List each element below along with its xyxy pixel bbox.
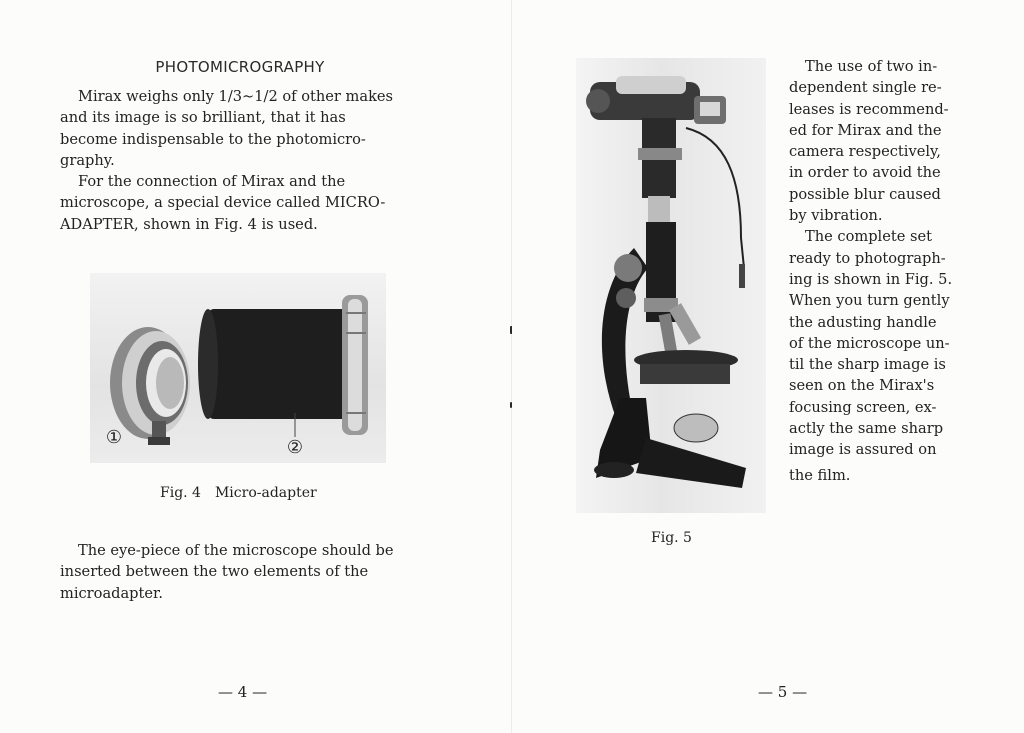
text-line: dependent single re- bbox=[789, 79, 942, 97]
figure-5-caption: Fig. 5 bbox=[651, 530, 692, 546]
release-paragraph bbox=[789, 56, 964, 486]
micro-adapter-photo bbox=[90, 273, 386, 463]
text-line: and its image is so brilliant, that it has bbox=[60, 109, 346, 127]
page-number-4: — 4 — bbox=[218, 683, 268, 701]
text-line: actly the same sharp bbox=[789, 420, 944, 438]
text-line: the adusting handle bbox=[789, 313, 937, 331]
text-line: til the sharp image is bbox=[789, 356, 946, 374]
figure-4-caption bbox=[160, 485, 317, 501]
text-line: possible blur caused bbox=[789, 185, 941, 203]
microscope-set-photo bbox=[576, 58, 766, 513]
text-line: Mirax weighs only 1/3∼1/2 of other makes bbox=[78, 88, 394, 105]
text-line: For the connection of Mirax and the bbox=[78, 173, 346, 191]
eyepiece-paragraph bbox=[60, 540, 420, 604]
text-line: microadapter. bbox=[60, 584, 164, 602]
text-line: ready to photograph- bbox=[789, 249, 946, 267]
text-line: of the microscope un- bbox=[789, 334, 950, 352]
text-line: the film. bbox=[789, 466, 851, 484]
text-line: The complete set bbox=[805, 228, 932, 246]
text-line: focusing screen, ex- bbox=[789, 398, 937, 416]
adapter-tube-illustration bbox=[198, 295, 368, 435]
intro-paragraph bbox=[60, 86, 420, 235]
text-line: The use of two in- bbox=[805, 58, 938, 75]
text-line: microscope, a special device called MICRO- bbox=[60, 194, 386, 212]
text-line: graphy. bbox=[60, 151, 115, 169]
text-line: by vibration. bbox=[789, 207, 883, 225]
text-line: ing is shown in Fig. 5. bbox=[789, 270, 953, 288]
figure-4-title: Micro-adapter bbox=[214, 485, 317, 501]
callout-1: ① bbox=[105, 427, 123, 448]
section-heading: PHOTOMICROGRAPHY bbox=[155, 58, 325, 76]
text-line: become indispensable to the photomicro- bbox=[60, 130, 366, 148]
text-line: inserted between the two elements of the bbox=[60, 563, 369, 581]
text-line: seen on the Mirax's bbox=[789, 377, 935, 395]
text-line: When you turn gently bbox=[789, 292, 950, 310]
text-line: ADAPTER, shown in Fig. 4 is used. bbox=[60, 215, 318, 233]
text-line: camera respectively, bbox=[789, 143, 941, 161]
text-line: image is assured on bbox=[789, 441, 937, 459]
callout-2: ② bbox=[286, 437, 304, 458]
figure-4-number: Fig. 4 bbox=[160, 485, 201, 501]
page-number-5: — 5 — bbox=[758, 683, 808, 701]
text-line: in order to avoid the bbox=[789, 164, 941, 182]
page-5 bbox=[512, 0, 1024, 733]
text-line: The eye-piece of the microscope should be bbox=[78, 542, 394, 559]
text-line: leases is recommend- bbox=[789, 100, 949, 118]
mirax-camera-illustration bbox=[586, 76, 726, 124]
text-line: ed for Mirax and the bbox=[789, 121, 942, 139]
